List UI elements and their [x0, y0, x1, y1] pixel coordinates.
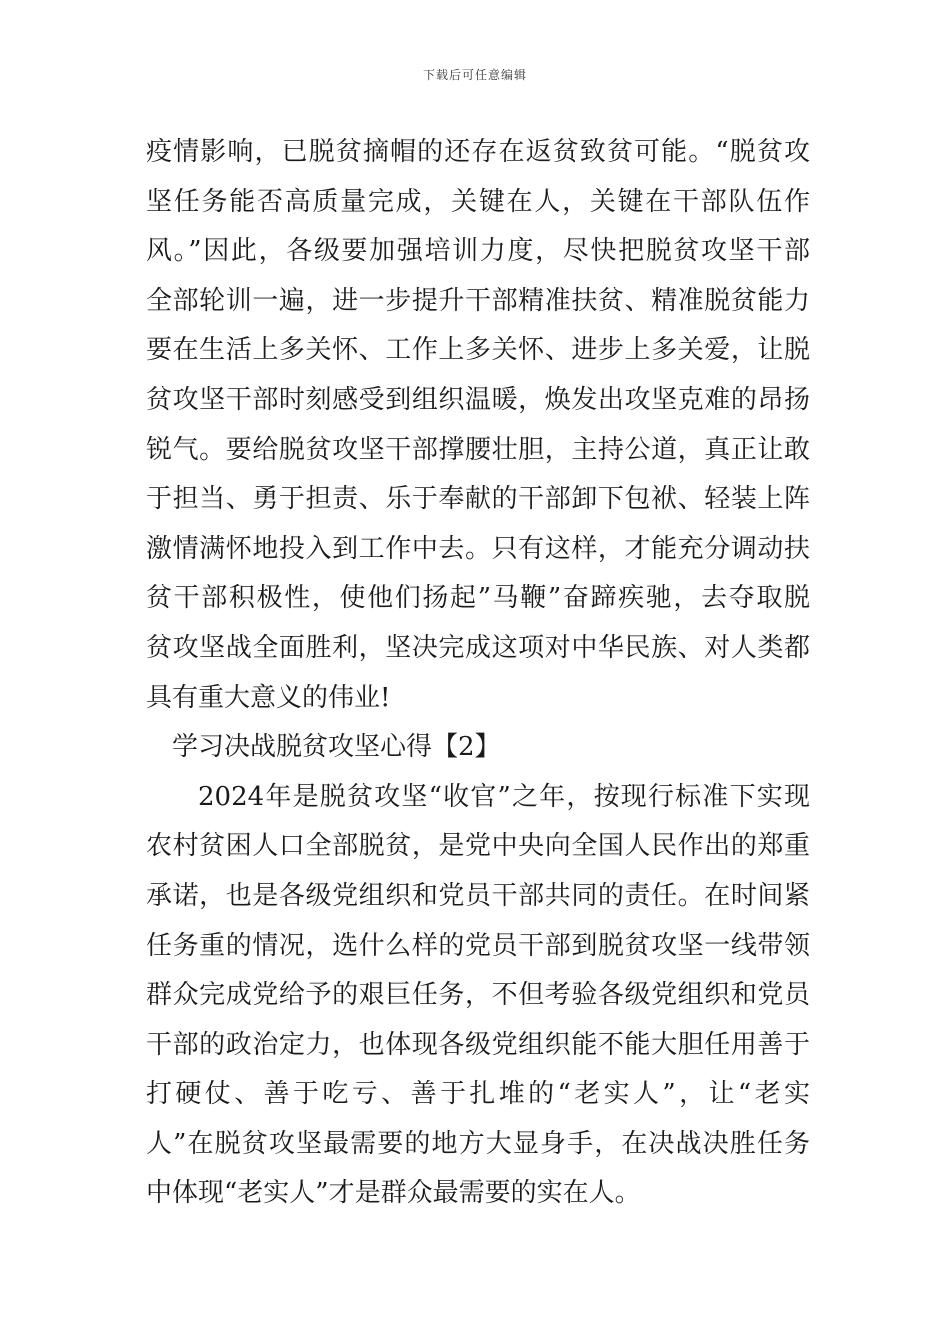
- paragraph-line: 任务重的情况，选什么样的党员干部到脱贫攻坚一线带领: [146, 930, 810, 961]
- paragraph-line: 人”在脱贫攻坚最需要的地方大显身手，在决战决胜任务: [146, 1128, 810, 1159]
- paragraph-1: [146, 128, 810, 723]
- paragraph-line: 风。”因此，各级要加强培训力度，尽快把脱贫攻坚干部: [146, 236, 810, 267]
- paragraph-line: 打硬仗、善于吃亏、善于扎堆的“老实人”，让“老实: [146, 1079, 810, 1110]
- paragraph-line: 群众完成党给予的艰巨任务，不但考验各级党组织和党员: [146, 980, 810, 1011]
- paragraph-line: 中体现“老实人”才是群众最需要的实在人。: [146, 1178, 641, 1209]
- paragraph-2: [146, 773, 810, 1219]
- paragraph-line: 坚任务能否高质量完成，关键在人，关键在干部队伍作: [146, 186, 810, 217]
- paragraph-line: 要在生活上多关怀、工作上多关怀、进步上多关爱，让脱: [146, 335, 810, 366]
- paragraph-line: 2024年是脱贫攻坚“收官”之年，按现行标准下实现: [198, 781, 810, 812]
- paragraph-line: 贫干部积极性，使他们扬起”马鞭”奋蹄疾驰，去夺取脱: [146, 583, 810, 614]
- paragraph-line: 激情满怀地投入到工作中去。只有这样，才能充分调动扶: [146, 533, 810, 564]
- paragraph-line: 疫情影响，已脱贫摘帽的还存在返贫致贫可能。“脱贫攻: [146, 137, 810, 167]
- paragraph-line: 贫攻坚战全面胜利，坚决完成这项对中华民族、对人类都: [146, 632, 810, 663]
- paragraph-line: 承诺，也是各级党组织和党员干部共同的责任。在时间紧: [146, 880, 810, 911]
- paragraph-line: 贫攻坚干部时刻感受到组织温暖，焕发出攻坚克难的昂扬: [146, 384, 810, 415]
- paragraph-line: 干部的政治定力，也体现各级党组织能不能大胆任用善于: [146, 1029, 810, 1060]
- paragraph-line: 锐气。要给脱贫攻坚干部撑腰壮胆，主持公道，真正让敢: [146, 434, 810, 465]
- paragraph-line: 全部轮训一遍，进一步提升干部精准扶贫、精准脱贫能力: [146, 285, 810, 316]
- section-heading: 学习决战脱贫攻坚心得【2】: [172, 732, 501, 763]
- document-body: [146, 128, 810, 1219]
- paragraph-line: 于担当、勇于担责、乐于奉献的干部卸下包袱、轻装上阵: [146, 484, 810, 515]
- page-header-note: 下载后可任意编辑: [422, 68, 527, 82]
- paragraph-line: 具有重大意义的伟业!: [146, 682, 391, 713]
- paragraph-line: 农村贫困人口全部脱贫，是党中央向全国人民作出的郑重: [146, 831, 810, 862]
